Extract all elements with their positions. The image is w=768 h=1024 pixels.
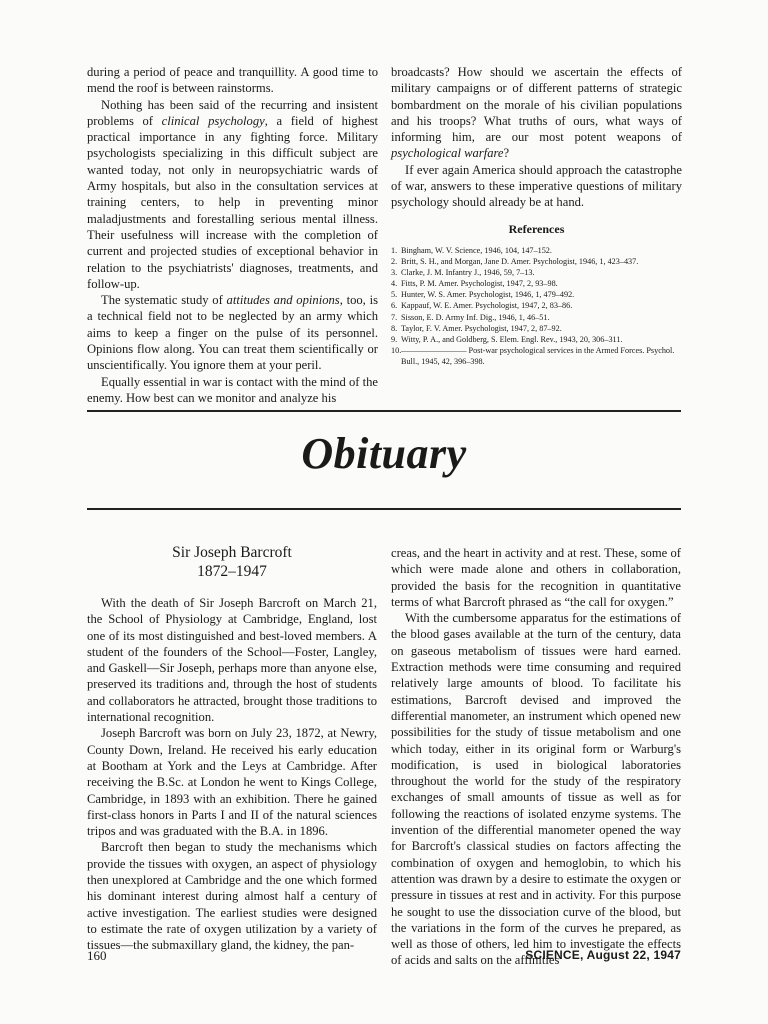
obituary-name: Sir Joseph Barcroft bbox=[172, 544, 292, 561]
obituary-paragraph: creas, and the heart in activity and at rest. These, some of which were made alone and others in collaboration, provided the basis for the recognition in quantitative terms of what Barcroft phrased as “the call for oxygen.” bbox=[391, 546, 681, 609]
text-run: The systematic study of bbox=[101, 293, 227, 308]
reference-text: Witty, P. A., and Goldberg, S. Elem. Engl. Rev., 1943, 20, 306–311. bbox=[401, 334, 623, 344]
text-run: during a period of peace and tranquillity. A good time to mend the roof is between rainstorms. bbox=[87, 65, 378, 96]
article-paragraph bbox=[87, 292, 378, 373]
reference-number: 10. bbox=[391, 345, 402, 355]
italic-term: psychological warfare bbox=[391, 146, 504, 161]
reference-text: Britt, S. H., and Morgan, Jane D. Amer. Psychologist, 1946, 1, 423–437. bbox=[401, 257, 639, 267]
italic-term: clinical psychology bbox=[161, 113, 265, 128]
text-run: Equally essential in war is contact with the mind of the enemy. How best can we monitor and analyze his bbox=[87, 374, 378, 405]
reference-number: 9. bbox=[391, 334, 398, 344]
references-list bbox=[391, 245, 682, 367]
article-paragraph bbox=[87, 374, 378, 407]
article-paragraph bbox=[391, 64, 682, 162]
references-heading: References bbox=[508, 221, 565, 236]
reference-item bbox=[391, 334, 682, 345]
reference-text: Fitts, P. M. Amer. Psychologist, 1947, 2, 93–98. bbox=[401, 279, 558, 289]
reference-text: Hunter, W. S. Amer. Psychologist, 1946, 1, 479–492. bbox=[401, 290, 575, 300]
obituary-left-column bbox=[87, 543, 377, 954]
text-run: , a field of highest practical importance in any fighting force. Military psychologists specializing in this difficult subject are wanted today, not only in neuropsychiatric wards of Army hospitals, but also in the consultation services at training centers, to help in preventing minor maladjustments and forestalling serious mental illness. Their usefulness will increase with the completion of current and projected studies of exceptional behavior in relation to the psychiatrists' diagnoses, treatments, and follow-up. bbox=[87, 113, 378, 291]
reference-text: Kappauf, W. E. Amer. Psychologist, 1947, 2, 83–86. bbox=[401, 301, 573, 311]
reference-text: Taylor, F. V. Amer. Psychologist, 1947, 2, 87–92. bbox=[401, 323, 562, 333]
section-rule-top bbox=[87, 410, 681, 412]
text-run: ? bbox=[503, 146, 510, 161]
text-run: Nothing has been said of the recurring and insistent problems of bbox=[87, 97, 378, 128]
reference-item bbox=[391, 289, 682, 300]
reference-text: Clarke, J. M. Infantry J., 1946, 59, 7–13. bbox=[401, 268, 535, 278]
reference-item bbox=[391, 278, 682, 289]
reference-number: 3. bbox=[391, 268, 398, 278]
obituary-left-text bbox=[87, 595, 377, 954]
obituary-right-column bbox=[391, 545, 681, 969]
text-run: broadcasts? How should we ascertain the effects of military campaigns or of different patterns of strategic bombardment on the morale of his civilian populations and his troops? What truths of ours, what ways of informing him, are our most potent weapons of bbox=[391, 65, 682, 145]
section-title: Obituary bbox=[301, 429, 467, 478]
obituary-paragraph: With the death of Sir Joseph Barcroft on March 21, the School of Physiology at Cambridge, England, lost one of its most distinguished and best-loved members. A student of the founders of the School—Foster, Langley, and Gaskell—Sir Joseph, perhaps more than anyone else, preserved its traditions and, through the host of students and collaborators he attracted, brought those traditions to international recognition. bbox=[87, 596, 377, 725]
reference-number: 4. bbox=[391, 279, 398, 289]
obituary-paragraph: Barcroft then began to study the mechanisms which provide the tissues with oxygen, an aspect of physiology then unexplored at Cambridge and the one which formed his dominant interest during almost half a century of active investigation. The earliest studies were designed to estimate the rate of oxygen utilization by a variety of tissues—the submaxillary gland, the kidney, the pan- bbox=[87, 840, 377, 953]
page-number: 160 bbox=[87, 948, 107, 963]
reference-number: 2. bbox=[391, 257, 398, 267]
reference-number: 1. bbox=[391, 245, 398, 255]
obituary-years: 1872–1947 bbox=[197, 563, 267, 580]
article-paragraph bbox=[391, 162, 682, 211]
reference-item bbox=[391, 345, 682, 367]
journal-issue-line: SCIENCE, August 22, 1947 bbox=[525, 948, 681, 962]
article-paragraph bbox=[87, 64, 378, 97]
article-continuation-left-column bbox=[87, 64, 378, 406]
reference-item bbox=[391, 256, 682, 267]
reference-number: 6. bbox=[391, 301, 398, 311]
reference-text: ———————— Post-war psychological services in the Armed Forces. Psychol. Bull., 1945, 42, 396–398. bbox=[401, 345, 675, 366]
reference-item bbox=[391, 267, 682, 278]
section-rule-bottom bbox=[87, 508, 681, 510]
reference-item bbox=[391, 323, 682, 334]
reference-item bbox=[391, 245, 682, 256]
text-run: , too, is a technical field not to be neglected by an army which aims to keep a finger on the pulse of its personnel. Opinions flow along. You can treat them scientifically or unscientifically. You ignore them at your peril. bbox=[87, 293, 378, 373]
reference-number: 5. bbox=[391, 290, 398, 300]
reference-number: 7. bbox=[391, 312, 398, 322]
reference-number: 8. bbox=[391, 323, 398, 333]
reference-text: Bingham, W. V. Science, 1946, 104, 147–152. bbox=[401, 245, 552, 255]
obituary-paragraph: Joseph Barcroft was born on July 23, 1872, at Newry, County Down, Ireland. He received his early education at Bootham at York and the Leys at Cambridge. After receiving the B.Sc. at London he went to Kings College, Cambridge, in 1893 with an exhibition. There he gained first-class honors in Parts I and II of the natural sciences tripos and was graduated with the B.A. in 1896. bbox=[87, 726, 377, 839]
obituary-paragraph: With the cumbersome apparatus for the estimations of the blood gases available at the turn of the century, data on gaseous metabolism of tissues were hard earned. Extraction methods were time consuming and required relatively large amounts of blood. To facilitate his estimations, Barcroft devised and improved the differential manometer, an instrument which opened new possibilities for the study of tissue metabolism and one which today, either in its original form or Warburg's modification, is used in biological laboratories throughout the world for the study of the respiratory exchanges of small amounts of tissue as well as for following the reactions of isolated enzyme systems. The invention of the differential manometer opened the way for Barcroft's classical studies on factors affecting the combination of oxygen and hemoglobin, to which his attention was drawn by a desire to estimate the oxygen or pressure in tissues at rest and in activity. For this purpose he sought to use the dissociation curve of the blood, but the variations in the form of the curves he prepared, as well as those of others, led him to investigate the effects of acids and salts on the affinities bbox=[391, 611, 681, 968]
article-paragraph bbox=[87, 97, 378, 293]
article-closing-paragraphs bbox=[391, 64, 682, 211]
reference-item bbox=[391, 300, 682, 311]
article-continuation-right-column bbox=[391, 64, 682, 367]
italic-term: attitudes and opinions bbox=[226, 293, 340, 308]
text-run: If ever again America should approach the catastrophe of war, answers to these imperative questions of military psychology should already be at hand. bbox=[391, 162, 682, 210]
reference-item bbox=[391, 312, 682, 323]
reference-text: Sisson, E. D. Army Inf. Dig., 1946, 1, 46–51. bbox=[401, 312, 550, 322]
